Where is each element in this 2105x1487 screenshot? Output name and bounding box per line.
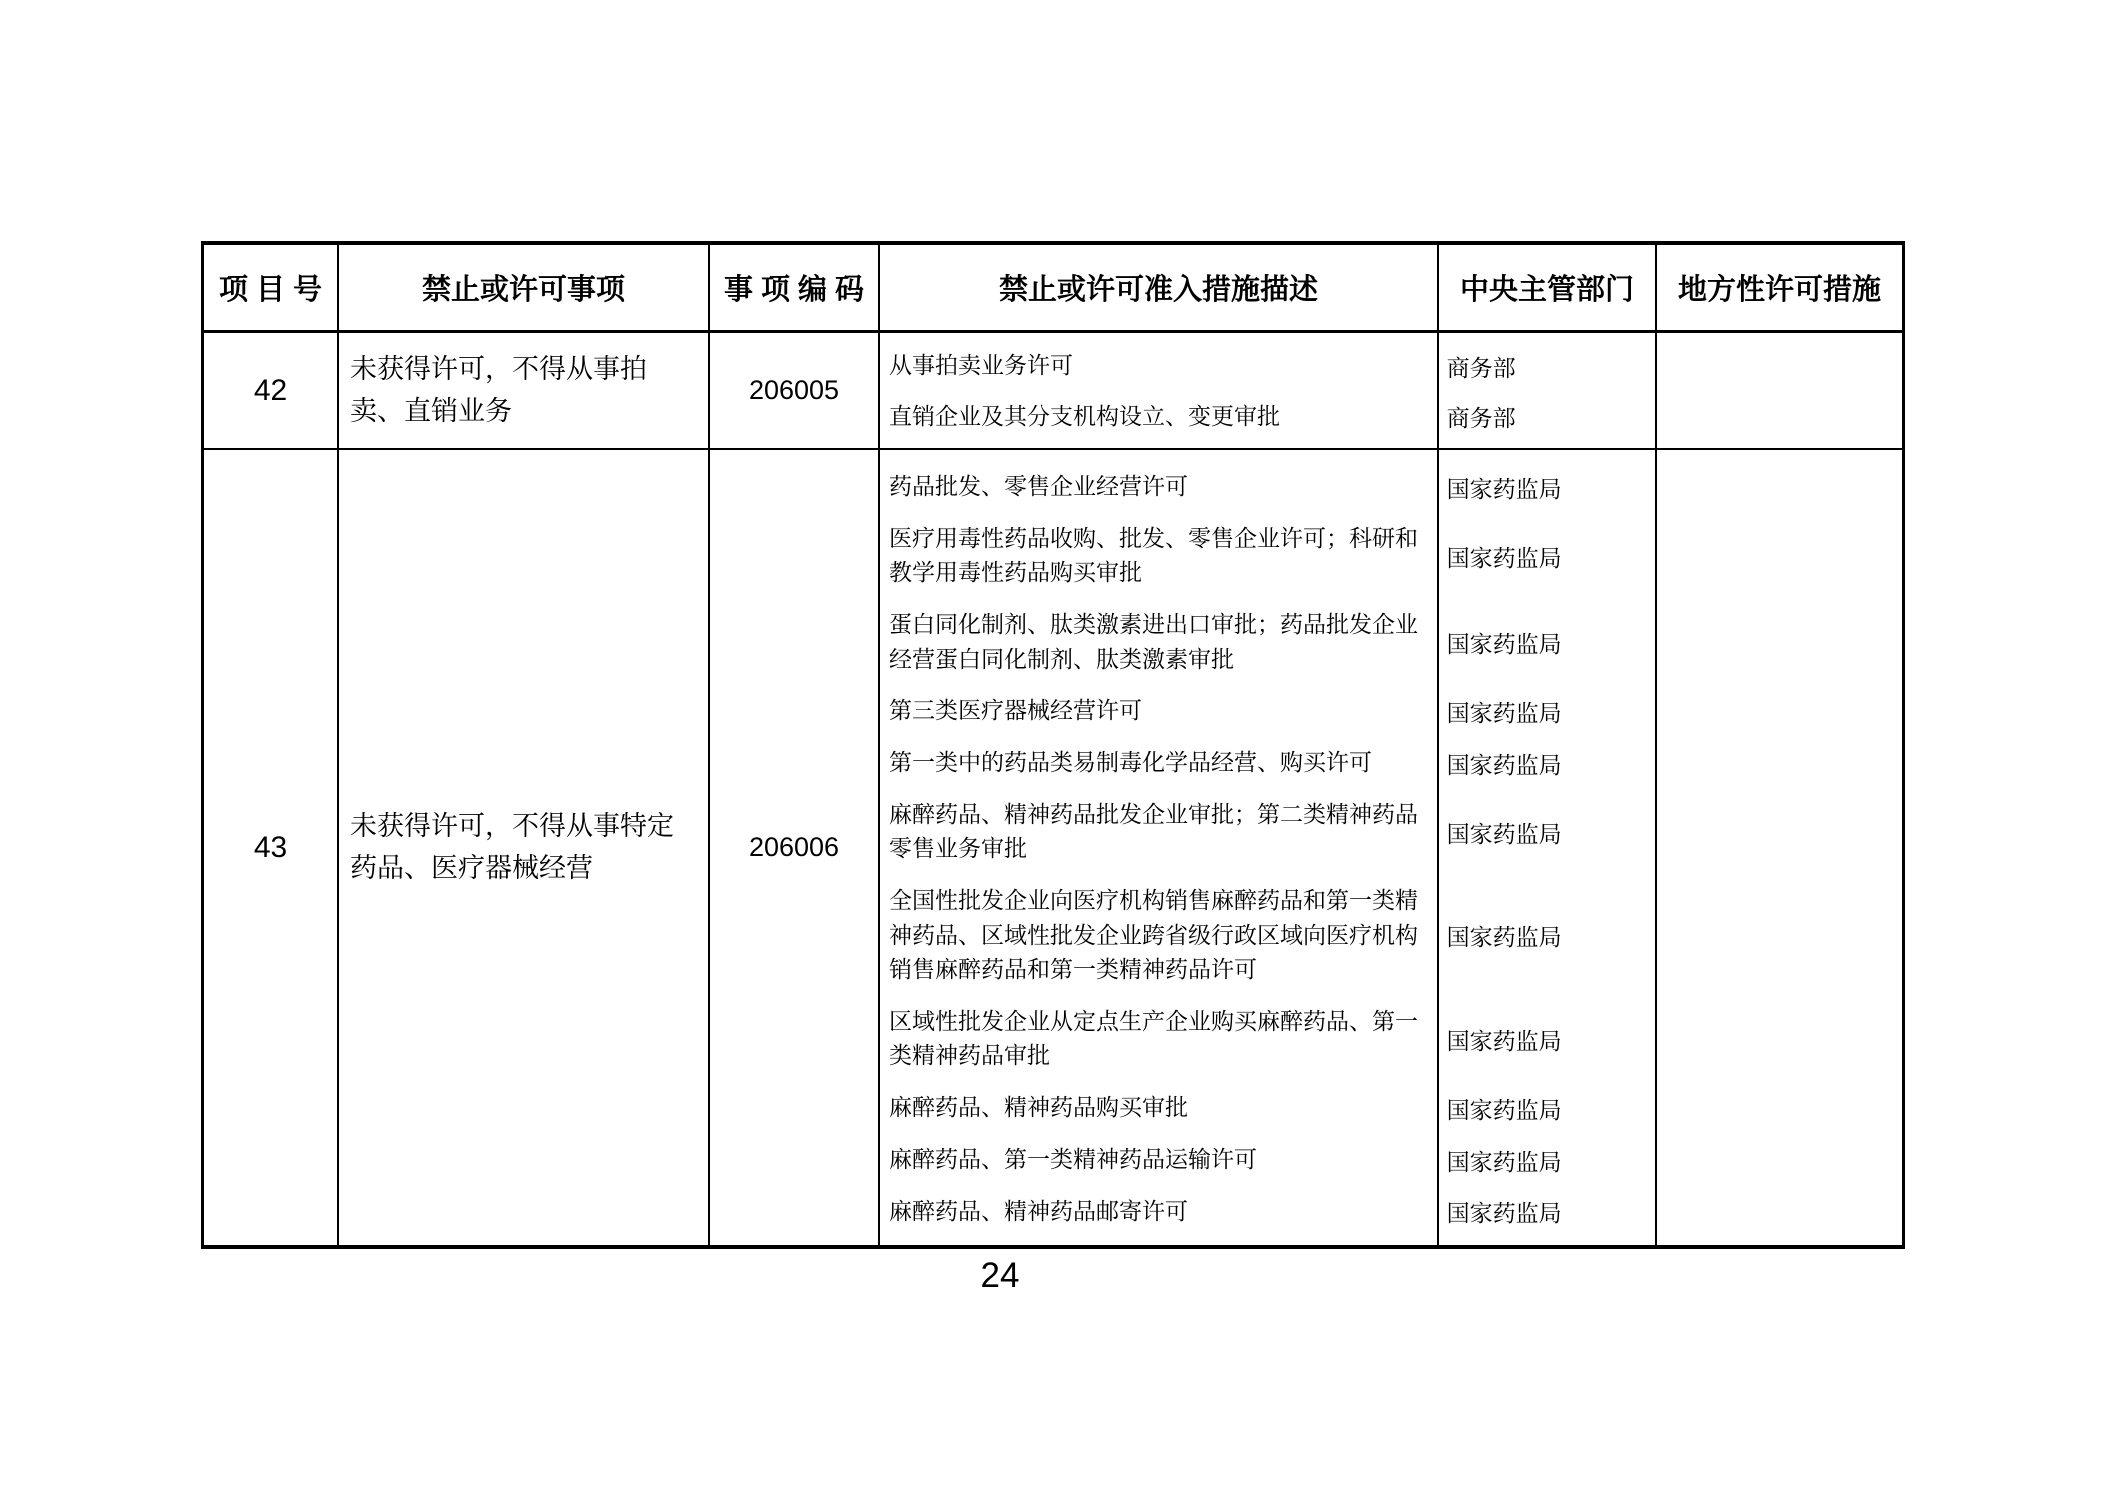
measure-description: 麻醉药品、第一类精神药品运输许可	[889, 1146, 1257, 1172]
measures-cell	[880, 450, 1657, 1245]
central-department: 国家药监局	[1446, 925, 1562, 951]
measure-entry	[880, 608, 1655, 677]
measures-cell	[880, 333, 1657, 448]
central-department: 商务部	[1446, 406, 1516, 432]
measure-entry	[880, 349, 1655, 384]
measure-description: 第一类中的药品类易制毒化学品经营、购买许可	[889, 750, 1372, 775]
measure-entry	[880, 1143, 1655, 1178]
measure-description: 麻醉药品、精神药品邮寄许可	[889, 1198, 1188, 1224]
measure-entry	[880, 470, 1655, 505]
local-measures-cell	[1657, 450, 1902, 1245]
header-prohibited-or-licensed-matter: 禁止或许可事项	[339, 245, 710, 330]
measure-description: 药品批发、零售企业经营许可	[889, 474, 1188, 499]
measure-entry	[880, 694, 1655, 729]
item-number: 43	[204, 450, 339, 1245]
measure-description: 麻醉药品、精神药品购买审批	[889, 1095, 1188, 1120]
central-department: 国家药监局	[1446, 545, 1562, 571]
matter-code: 206006	[710, 450, 880, 1245]
measure-entry	[880, 1091, 1655, 1126]
header-local-licensing-measures: 地方性许可措施	[1677, 274, 1881, 306]
central-department: 国家药监局	[1446, 1097, 1562, 1123]
central-department: 国家药监局	[1446, 1028, 1562, 1054]
measure-entry	[880, 1005, 1655, 1074]
measure-description: 全国性批发企业向医疗机构销售麻醉药品和第一类精神药品、区域性批发企业跨省级行政区域向医疗机构销售麻醉药品和第一类精神药品许可	[889, 888, 1418, 982]
central-department: 国家药监局	[1446, 632, 1562, 657]
access-measures-table	[201, 241, 1905, 1249]
measure-entry	[880, 746, 1655, 781]
header-central-department: 中央主管部门	[1439, 245, 1657, 330]
item-description: 未获得许可，不得从事特定药品、医疗器械经营	[339, 450, 710, 1245]
page-number: 24	[980, 1256, 1020, 1295]
measure-entry	[880, 400, 1655, 435]
table-row	[204, 333, 1902, 450]
table-header-row	[204, 245, 1902, 333]
measure-description: 从事拍卖业务许可	[889, 353, 1073, 378]
matter-code: 206005	[710, 333, 880, 448]
local-measures-cell	[1657, 333, 1902, 448]
header-measure-description: 禁止或许可准入措施描述	[880, 245, 1439, 330]
measure-description: 蛋白同化制剂、肽类激素进出口审批；药品批发企业经营蛋白同化制剂、肽类激素审批	[889, 612, 1418, 672]
measure-entry	[880, 1195, 1655, 1230]
measure-entry	[880, 884, 1655, 988]
measure-description: 第三类医疗器械经营许可	[889, 698, 1142, 724]
central-department: 国家药监局	[1446, 1149, 1562, 1175]
measure-description: 医疗用毒性药品收购、批发、零售企业许可；科研和教学用毒性药品购买审批	[889, 525, 1418, 586]
header-matter-code: 事项编码	[710, 245, 880, 330]
measure-description: 区域性批发企业从定点生产企业购买麻醉药品、第一类精神药品审批	[889, 1008, 1418, 1069]
central-department: 国家药监局	[1446, 476, 1562, 502]
measure-description: 麻醉药品、精神药品批发企业审批；第二类精神药品零售业务审批	[889, 801, 1418, 862]
item-description: 未获得许可，不得从事拍卖、直销业务	[339, 333, 710, 448]
measure-entry	[880, 798, 1655, 867]
central-department: 国家药监局	[1446, 752, 1562, 778]
central-department: 国家药监局	[1446, 701, 1562, 726]
central-department: 国家药监局	[1446, 821, 1562, 847]
table-row	[204, 450, 1902, 1245]
measure-entry	[880, 522, 1655, 591]
header-item-number: 项目号	[204, 245, 339, 330]
item-number: 42	[204, 333, 339, 448]
central-department: 国家药监局	[1446, 1201, 1562, 1227]
central-department: 商务部	[1446, 355, 1516, 381]
measure-description: 直销企业及其分支机构设立、变更审批	[889, 403, 1280, 429]
